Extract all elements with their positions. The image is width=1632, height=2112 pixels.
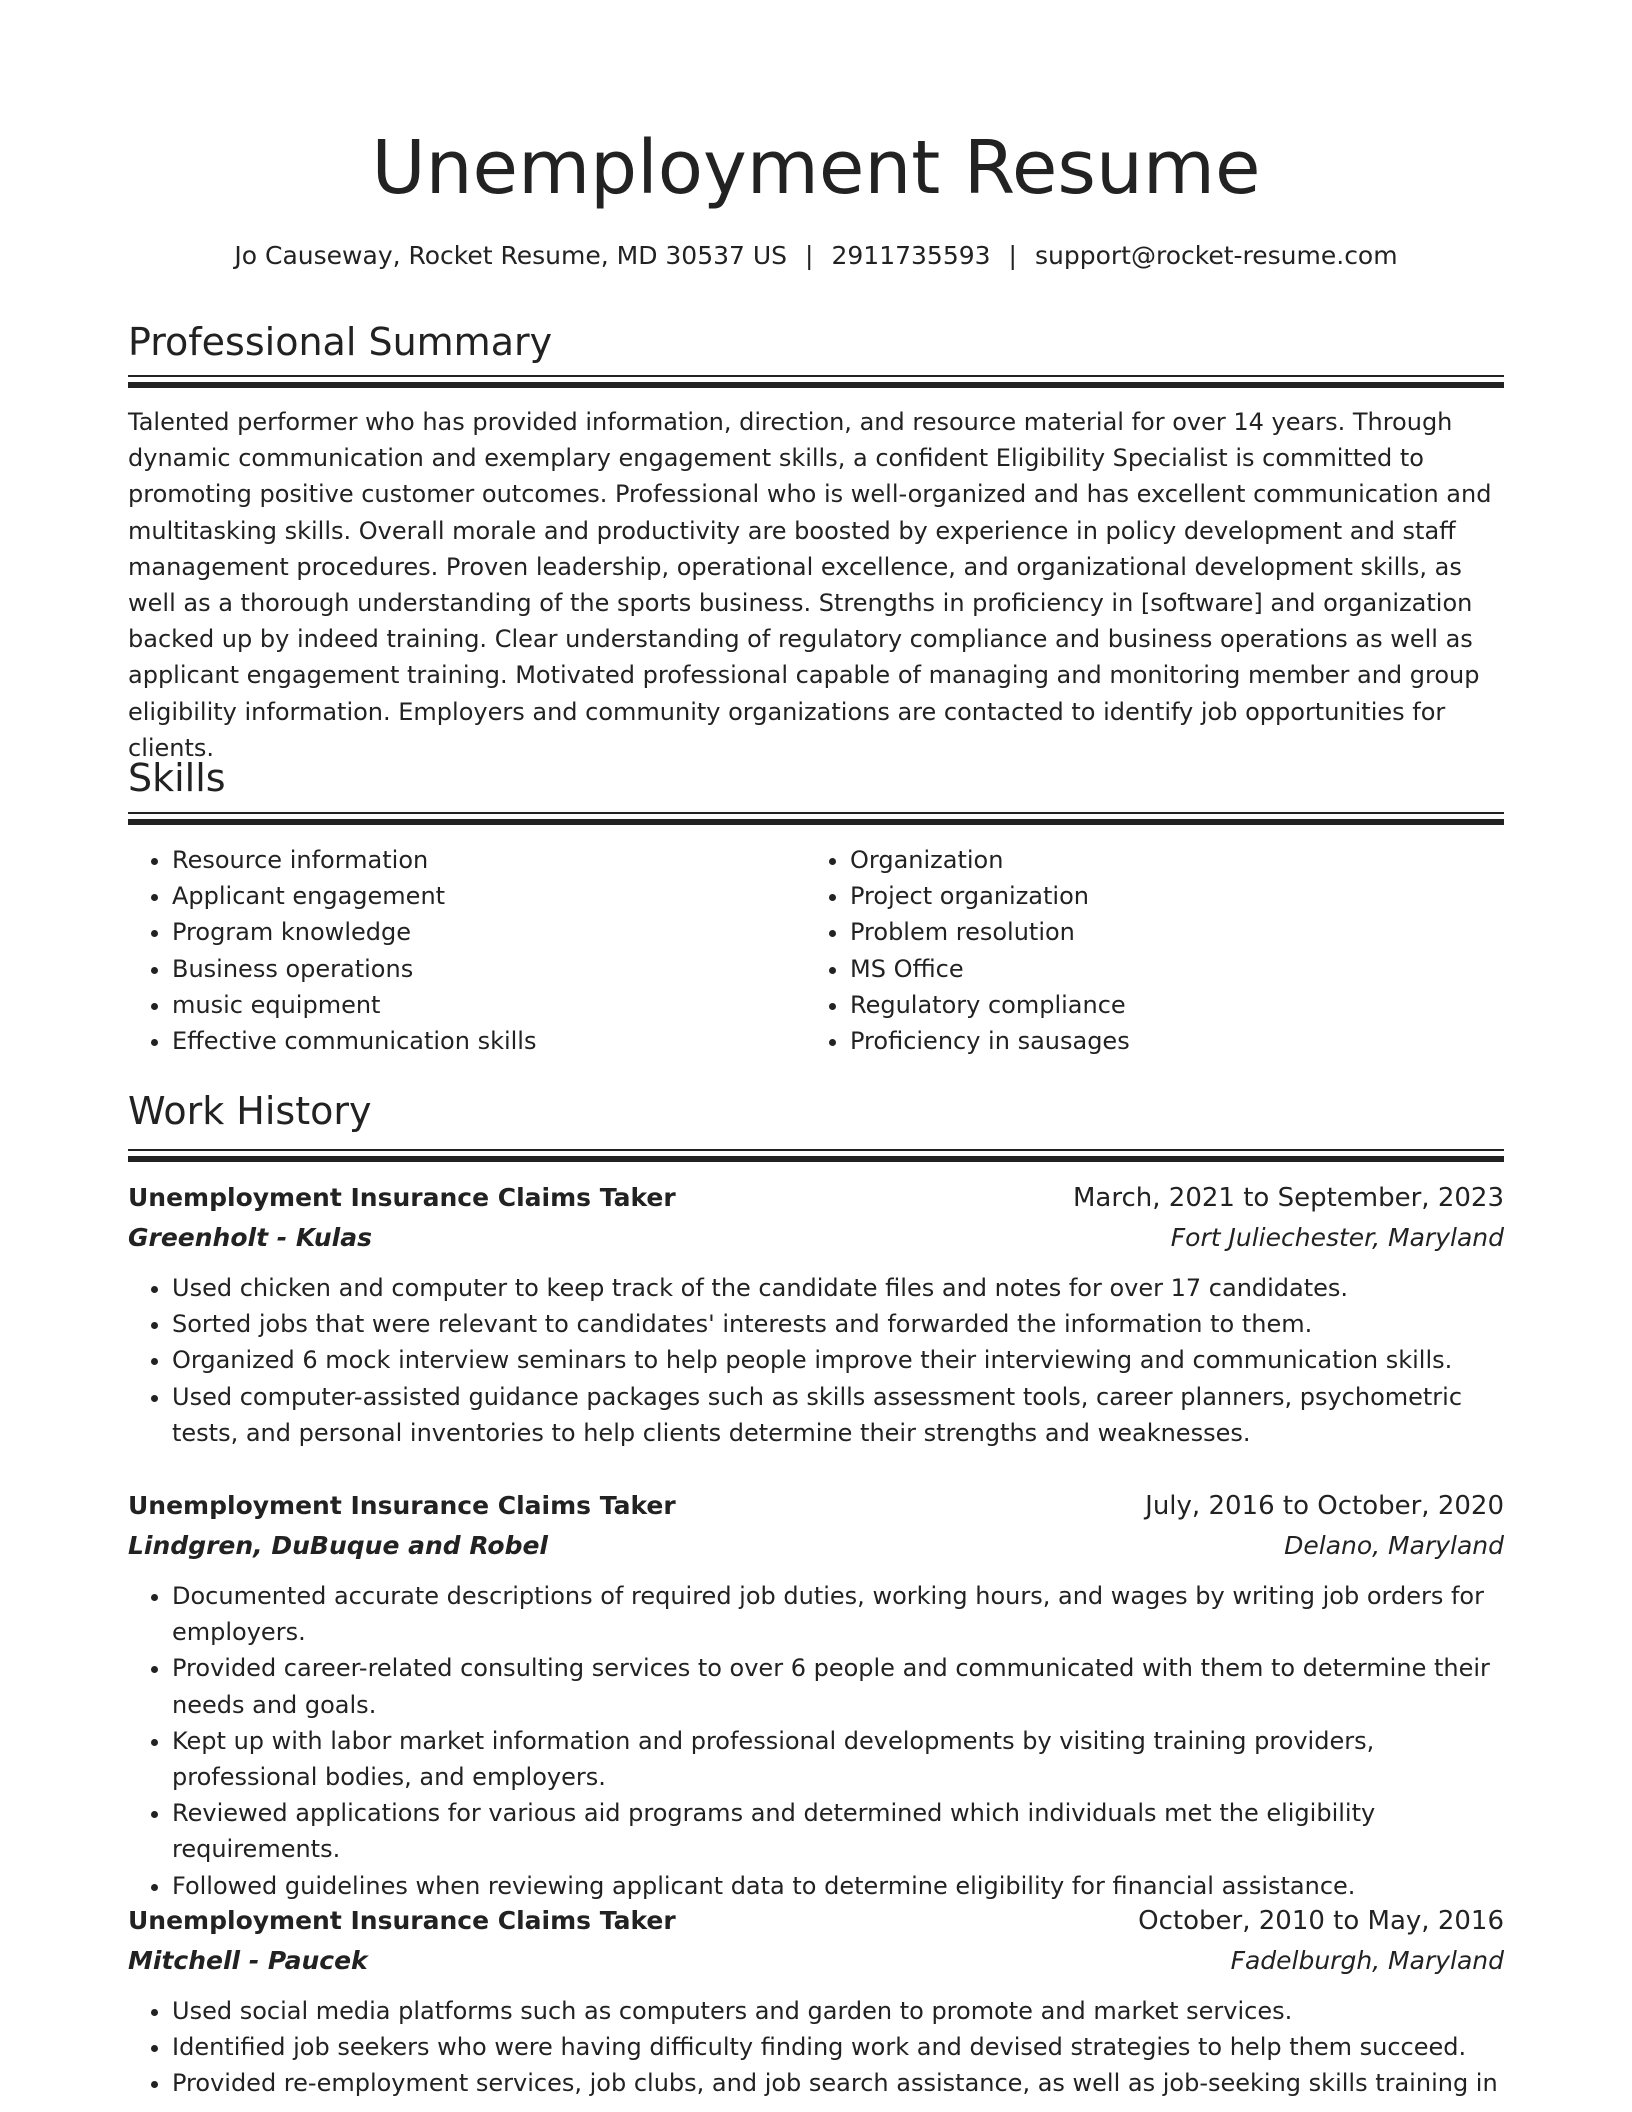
skill-item: • Project organization: [850, 878, 1130, 914]
job-bullet: • Reviewed applications for various aid programs and determined which individuals met the eligibility requirements.: [172, 1795, 1504, 1867]
job-dates: July, 2016 to October, 2020: [1145, 1491, 1504, 1521]
job-location: Fadelburgh, Maryland: [1230, 1946, 1504, 1975]
job-location: Delano, Maryland: [1284, 1531, 1504, 1560]
job-bullet: • Followed guidelines when reviewing applicant data to determine eligibility for financial assistance.: [172, 1868, 1504, 1904]
skill-item: • Business operations: [172, 951, 536, 987]
skill-item: • MS Office: [850, 951, 1130, 987]
work-heading: Work History: [128, 1089, 372, 1133]
job-bullet: • Provided re-employment services, job clubs, and job search assistance, as well as job-seeking skills training in: [172, 2065, 1504, 2101]
skills-column-right: [806, 842, 1130, 1059]
job-title: Unemployment Insurance Claims Taker: [128, 1491, 676, 1520]
job-entry: [128, 1901, 1504, 2102]
skill-item: • Regulatory compliance: [850, 987, 1130, 1023]
job-company: Greenholt - Kulas: [128, 1223, 372, 1252]
skill-item: • Problem resolution: [850, 914, 1130, 950]
skills-heading: Skills: [128, 756, 226, 800]
job-bullet: • Documented accurate descriptions of required job duties, working hours, and wages by writing job orders for employers.: [172, 1578, 1504, 1650]
resume-title: Unemployment Resume: [371, 125, 1261, 211]
job-dates: March, 2021 to September, 2023: [1073, 1183, 1504, 1213]
section-divider: [128, 1149, 1504, 1163]
job-location: Fort Juliechester, Maryland: [1170, 1223, 1504, 1252]
job-bullet: • Used social media platforms such as computers and garden to promote and market services.: [172, 1993, 1504, 2029]
job-bullet: • Sorted jobs that were relevant to candidates' interests and forwarded the information to them.: [172, 1306, 1504, 1342]
contact-separator: |: [1008, 241, 1017, 270]
job-bullet: • Used computer-assisted guidance packages such as skills assessment tools, career planners, psychometric tests, and personal inventories to help clients determine their strengths and weaknesses.: [172, 1379, 1504, 1451]
job-bullets: [128, 1993, 1504, 2102]
job-bullet: • Identified job seekers who were having difficulty finding work and devised strategies to help them succeed.: [172, 2029, 1504, 2065]
skill-item: • Applicant engagement: [172, 878, 536, 914]
skill-item: • Proficiency in sausages: [850, 1023, 1130, 1059]
section-divider: [128, 812, 1504, 826]
job-bullet: • Organized 6 mock interview seminars to help people improve their interviewing and communication skills.: [172, 1342, 1504, 1378]
section-divider: [128, 375, 1504, 389]
summary-text: Talented performer who has provided information, direction, and resource material for over 14 years. Through dynamic communication and exemplary engagement skills, a confident Eligibility Specialist is committed to promoting positive customer outcomes. Professional who is well-organized and has excellent communication and multitasking skills. Overall morale and productivity are boosted by experience in policy development and staff management procedures. Proven leadership, operational excellence, and organizational development skills, as well as a thorough understanding of the sports business. Strengths in proficiency in [software] and organization backed up by indeed training. Clear understanding of regulatory compliance and business operations as well as applicant engagement training. Motivated professional capable of managing and monitoring member and group eligibility information. Employers and community organizations are contacted to identify job opportunities for clients.: [128, 408, 1492, 762]
job-title: Unemployment Insurance Claims Taker: [128, 1906, 676, 1935]
summary-heading: Professional Summary: [128, 320, 553, 364]
skill-item: • Effective communication skills: [172, 1023, 536, 1059]
skill-item: • Resource information: [172, 842, 536, 878]
job-company: Mitchell - Paucek: [128, 1946, 368, 1975]
skills-column-left: [128, 842, 536, 1059]
job-title: Unemployment Insurance Claims Taker: [128, 1183, 676, 1212]
job-bullet: • Provided career-related consulting services to over 6 people and communicated with them to determine their needs and goals.: [172, 1650, 1504, 1722]
job-bullets: [128, 1578, 1504, 1904]
contact-separator: |: [805, 241, 814, 270]
contact-phone: 2911735593: [831, 241, 991, 270]
contact-email: support@rocket-resume.com: [1034, 241, 1398, 270]
job-bullets: [128, 1270, 1504, 1451]
job-bullet: • Used chicken and computer to keep track of the candidate files and notes for over 17 candidates.: [172, 1270, 1504, 1306]
job-entry: [128, 1486, 1504, 1904]
job-dates: October, 2010 to May, 2016: [1138, 1906, 1504, 1936]
contact-line: [128, 238, 1504, 274]
skill-item: • Organization: [850, 842, 1130, 878]
skill-item: • Program knowledge: [172, 914, 536, 950]
skill-item: • music equipment: [172, 987, 536, 1023]
job-entry: [128, 1178, 1504, 1451]
job-company: Lindgren, DuBuque and Robel: [128, 1531, 548, 1560]
job-bullet: • Kept up with labor market information and professional developments by visiting training providers, professional bodies, and employers.: [172, 1723, 1504, 1795]
contact-address: Jo Causeway, Rocket Resume, MD 30537 US: [234, 241, 788, 270]
